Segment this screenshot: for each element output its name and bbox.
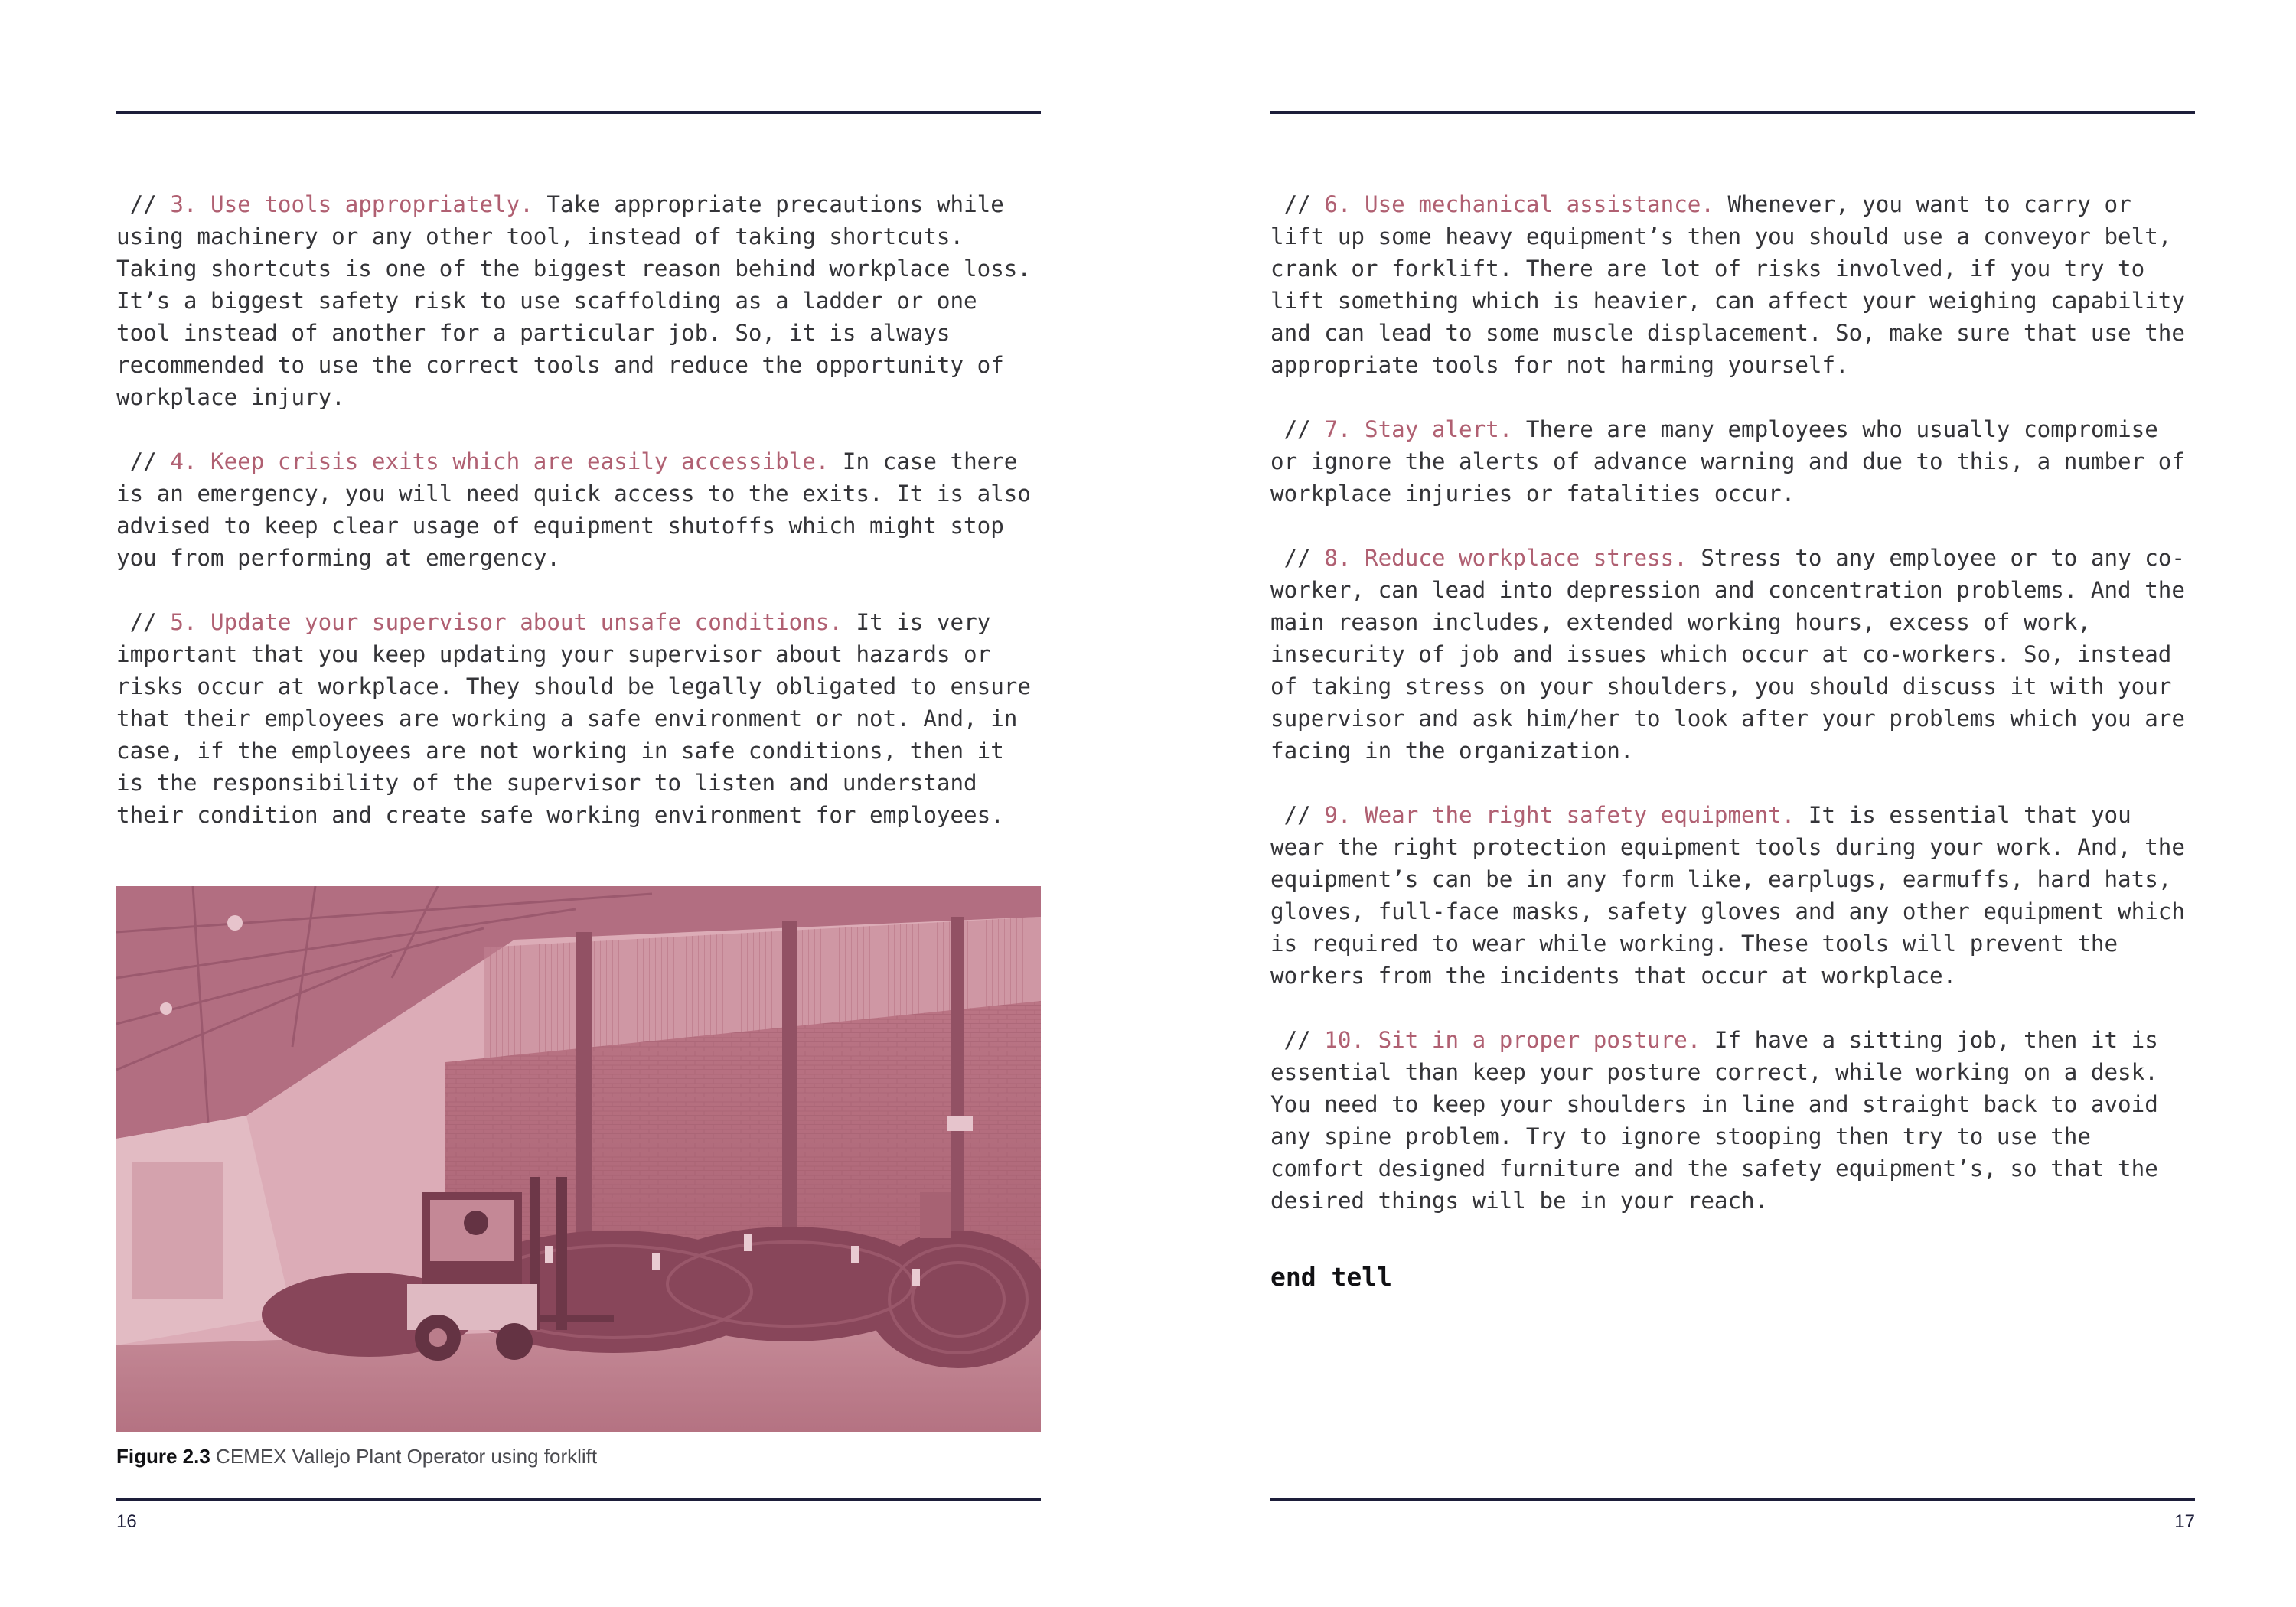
forklift-warehouse-photo: [116, 886, 1041, 1432]
figure-caption: [116, 1445, 597, 1468]
tip-10-paragraph: [1270, 1024, 2195, 1217]
tip-10-heading: 10. Sit in a proper posture.: [1324, 1027, 1701, 1053]
left-page: [116, 0, 1041, 1607]
top-rule: [1270, 111, 2195, 114]
tip-6-body: Whenever, you want to carry or lift up some heavy equipment’s then you should use a conveyor belt, crank or forklift. There are lot of risks involved, if you try to lift something which is heavier, can affect your weighing capability and can lead to some muscle displacement. So, make sure that use the appropriate tools for not harming yourself.: [1270, 191, 2185, 378]
tip-7-body: There are many employees who usually compromise or ignore the alerts of advance warning and due to this, a number of workplace injuries or fatalities occur.: [1270, 416, 2185, 507]
tip-4-heading: 4. Keep crisis exits which are easily accessible.: [170, 448, 830, 474]
top-rule: [116, 111, 1041, 114]
tip-8-heading: 8. Reduce workplace stress.: [1324, 545, 1688, 571]
bottom-rule: [1270, 1498, 2195, 1501]
tip-9-body: It is essential that you wear the right protection equipment tools during your work. And, the equipment’s can be in any form like, earplugs, earmuffs, hard hats, gloves, full-face masks, safety gloves and any other equipment which is required to wear while working. These tools will prevent the workers from the incidents that occur at workplace.: [1270, 802, 2185, 989]
tip-3-paragraph: [116, 188, 1041, 413]
tip-6-heading: 6. Use mechanical assistance.: [1324, 191, 1714, 217]
comment-marker: //: [1283, 802, 1311, 828]
page-number: 16: [116, 1511, 137, 1532]
tip-9-heading: 9. Wear the right safety equipment.: [1324, 802, 1795, 828]
left-body-text: [116, 188, 1041, 863]
tip-3-body: Take appropriate precautions while using machinery or any other tool, instead of taking shortcuts. Taking shortcuts is one of the biggest reason behind workplace loss. It’s a biggest safety risk to use scaffolding as a ladder or one tool instead of another for a particular job. So, it is always recommended to use the correct tools and reduce the opportunity of workplace injury.: [116, 191, 1031, 410]
comment-marker: //: [1283, 545, 1311, 571]
comment-marker: //: [129, 191, 157, 217]
tip-6-paragraph: [1270, 188, 2195, 381]
comment-marker: //: [1283, 416, 1311, 442]
page-number: 17: [2174, 1511, 2195, 1532]
tip-5-paragraph: [116, 606, 1041, 831]
comment-marker: //: [129, 448, 157, 474]
tip-3-heading: 3. Use tools appropriately.: [170, 191, 533, 217]
right-page: [1270, 0, 2195, 1607]
tip-10-body: If have a sitting job, then it is essential than keep your posture correct, while working on a desk. You need to keep your shoulders in line and straight back to avoid any spine problem. Try to ignore stooping then try to use the comfort designed furniture and the safety equipment’s, so that the desired things will be in your reach.: [1270, 1027, 2158, 1214]
tip-8-body: Stress to any employee or to any co-worker, can lead into depression and concentration problems. And the main reason includes, extended working hours, excess of work, insecurity of job and issues which occur at co-workers. So, instead of taking stress on your shoulders, you should discuss it with your supervisor and ask him/her to look after your problems which you are facing in the organization.: [1270, 545, 2185, 764]
tip-8-paragraph: [1270, 542, 2195, 767]
tip-4-paragraph: [116, 445, 1041, 574]
comment-marker: //: [1283, 191, 1311, 217]
right-body-text: [1270, 188, 2195, 1293]
tip-7-paragraph: [1270, 413, 2195, 510]
tip-4-body: In case there is an emergency, you will need quick access to the exits. It is also advised to keep clear usage of equipment shutoffs which might stop you from performing at emergency.: [116, 448, 1031, 571]
closing-statement: end tell: [1270, 1262, 1392, 1292]
tip-7-heading: 7. Stay alert.: [1324, 416, 1513, 442]
tip-5-heading: 5. Update your supervisor about unsafe conditions.: [170, 609, 843, 635]
comment-marker: //: [1283, 1027, 1311, 1053]
figure-label: Figure 2.3: [116, 1445, 210, 1468]
tip-9-paragraph: [1270, 799, 2195, 992]
figure-caption-text: CEMEX Vallejo Plant Operator using forklift: [210, 1445, 598, 1468]
comment-marker: //: [129, 609, 157, 635]
tip-5-body: It is very important that you keep updating your supervisor about hazards or risks occur at workplace. They should be legally obligated to ensure that their employees are working a safe environment or not. And, in case, if the employees are not working in safe conditions, then it is the responsibility of the supervisor to listen and understand their condition and create safe working environment for employees.: [116, 609, 1031, 828]
bottom-rule: [116, 1498, 1041, 1501]
